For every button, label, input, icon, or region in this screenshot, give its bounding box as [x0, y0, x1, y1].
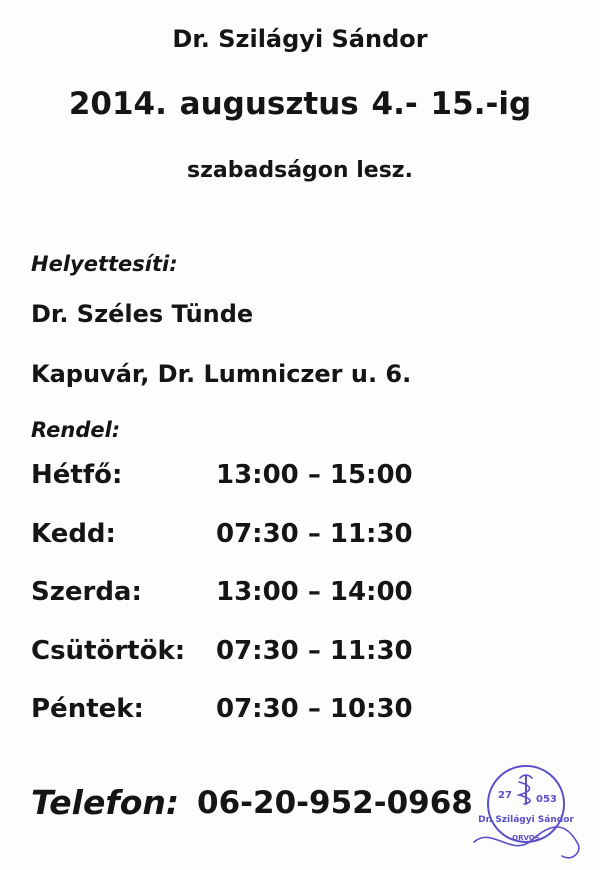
schedule-hours: 07:30 – 11:30: [216, 635, 413, 666]
doctor-name: Dr. Szilágyi Sándor: [172, 25, 428, 53]
phone-label: Telefon:: [31, 783, 180, 822]
schedule-day: Hétfő:: [31, 460, 123, 490]
schedule-day: Csütörtök:: [31, 635, 186, 666]
phone-number: 06-20-952-0968: [197, 785, 473, 821]
schedule-label: Rendel:: [31, 418, 121, 442]
stamp-number-left: 27: [498, 790, 512, 801]
schedule-hours: 07:30 – 10:30: [216, 694, 413, 724]
schedule-hours: 07:30 – 11:30: [216, 518, 413, 549]
doctor-stamp: [468, 760, 594, 870]
caduceus-icon: [519, 775, 532, 804]
schedule-day: Péntek:: [31, 694, 144, 724]
schedule-hours: 13:00 – 15:00: [216, 460, 413, 490]
schedule-day: Szerda:: [31, 577, 142, 607]
leave-statement: szabadságon lesz.: [187, 158, 413, 183]
substitute-name: Dr. Széles Tünde: [31, 300, 254, 328]
stamp-title: ORVOS: [512, 834, 540, 842]
stamp-name: Dr. Szilágyi Sándor: [478, 815, 574, 825]
schedule-hours: 13:00 – 14:00: [216, 577, 413, 607]
substitute-label: Helyettesíti:: [31, 252, 178, 276]
schedule-day: Kedd:: [31, 518, 116, 549]
substitute-address: Kapuvár, Dr. Lumniczer u. 6.: [31, 360, 412, 388]
leave-dates: 2014. augusztus 4.- 15.-ig: [68, 86, 532, 122]
stamp-number-right: 053: [536, 794, 557, 805]
